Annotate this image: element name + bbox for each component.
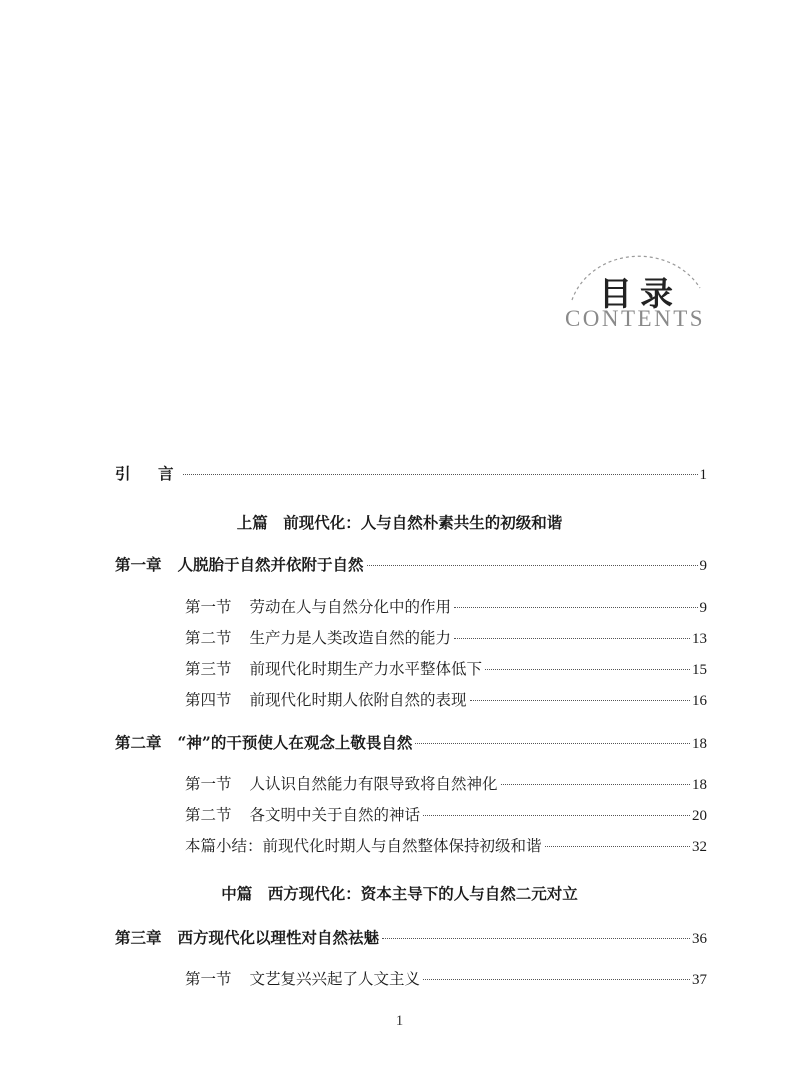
toc-section-number: 第二节 xyxy=(185,806,232,824)
toc-entry-label: 引 言 xyxy=(115,464,180,483)
toc-page-number: 36 xyxy=(692,931,707,947)
part-heading: 上篇 前现代化：人与自然朴素共生的初级和谐 xyxy=(236,514,563,532)
toc-page-number: 37 xyxy=(692,972,707,988)
toc-section-entry[interactable] xyxy=(185,659,707,679)
toc-leader-dots xyxy=(415,743,690,744)
toc-section-number: 第一节 xyxy=(185,598,232,616)
toc-section-entry[interactable] xyxy=(185,774,707,794)
toc-page-number: 1 xyxy=(699,467,707,483)
toc-leader-dots xyxy=(454,607,697,608)
toc-section-entry[interactable] xyxy=(185,969,707,989)
toc-leader-dots xyxy=(382,938,690,939)
toc-section-number: 第一节 xyxy=(185,970,232,988)
toc-page-number: 16 xyxy=(692,693,707,709)
toc-page-number: 9 xyxy=(699,558,707,574)
toc-chapter-number: 第二章 xyxy=(115,733,162,752)
toc-page-number: 13 xyxy=(692,631,707,647)
toc-section-entry[interactable] xyxy=(185,597,707,617)
toc-page-number: 15 xyxy=(692,662,707,678)
toc-section-title: 本篇小结：前现代化时期人与自然整体保持初级和谐 xyxy=(185,837,542,855)
toc-entry-intro[interactable] xyxy=(115,464,707,484)
toc-page-number: 9 xyxy=(699,600,707,616)
toc-leader-dots xyxy=(423,815,690,816)
page-number-footer: 1 xyxy=(395,1013,404,1029)
toc-section-title: 劳动在人与自然分化中的作用 xyxy=(249,598,452,616)
toc-leader-dots xyxy=(423,979,690,980)
toc-leader-dots xyxy=(470,700,690,701)
toc-part-summary-entry[interactable] xyxy=(185,836,707,856)
toc-leader-dots xyxy=(367,565,698,566)
toc-page-number: 20 xyxy=(692,808,707,824)
toc-section-number: 第二节 xyxy=(185,629,232,647)
toc-page-number: 18 xyxy=(692,736,707,752)
toc-section-title: 人认识自然能力有限导致将自然神化 xyxy=(249,775,498,793)
toc-leader-dots xyxy=(501,784,690,785)
toc-section-entry[interactable] xyxy=(185,628,707,648)
toc-section-title: 前现代化时期人依附自然的表现 xyxy=(249,691,467,709)
toc-chapter-title: “神”的干预使人在观念上敬畏自然 xyxy=(177,733,413,752)
toc-chapter-entry[interactable] xyxy=(115,555,707,575)
toc-leader-dots xyxy=(545,846,690,847)
toc-section-entry[interactable] xyxy=(185,805,707,825)
page-subtitle: CONTENTS xyxy=(564,306,706,331)
toc-page-number: 32 xyxy=(692,839,707,855)
toc-section-number: 第三节 xyxy=(185,660,232,678)
toc-chapter-entry[interactable] xyxy=(115,733,707,753)
toc-section-title: 前现代化时期生产力水平整体低下 xyxy=(249,660,483,678)
toc-section-title: 生产力是人类改造自然的能力 xyxy=(249,629,452,647)
toc-section-number: 第一节 xyxy=(185,775,232,793)
toc-chapter-number: 第一章 xyxy=(115,555,162,574)
toc-page-number: 18 xyxy=(692,777,707,793)
toc-chapter-title: 西方现代化以理性对自然祛魅 xyxy=(177,928,380,947)
toc-leader-dots xyxy=(454,638,690,639)
toc-leader-dots xyxy=(485,669,690,670)
toc-section-number: 第四节 xyxy=(185,691,232,709)
toc-chapter-entry[interactable] xyxy=(115,928,707,948)
page-title: 目录 xyxy=(599,274,681,313)
toc-chapter-title: 人脱胎于自然并依附于自然 xyxy=(177,555,364,574)
toc-section-title: 文艺复兴兴起了人文主义 xyxy=(249,970,421,988)
toc-leader-dots xyxy=(183,474,698,475)
part-heading: 中篇 西方现代化：资本主导下的人与自然二元对立 xyxy=(221,885,578,903)
contents-heading xyxy=(560,230,710,330)
toc-section-entry[interactable] xyxy=(185,690,707,710)
toc-chapter-number: 第三章 xyxy=(115,928,162,947)
toc-section-title: 各文明中关于自然的神话 xyxy=(249,806,421,824)
